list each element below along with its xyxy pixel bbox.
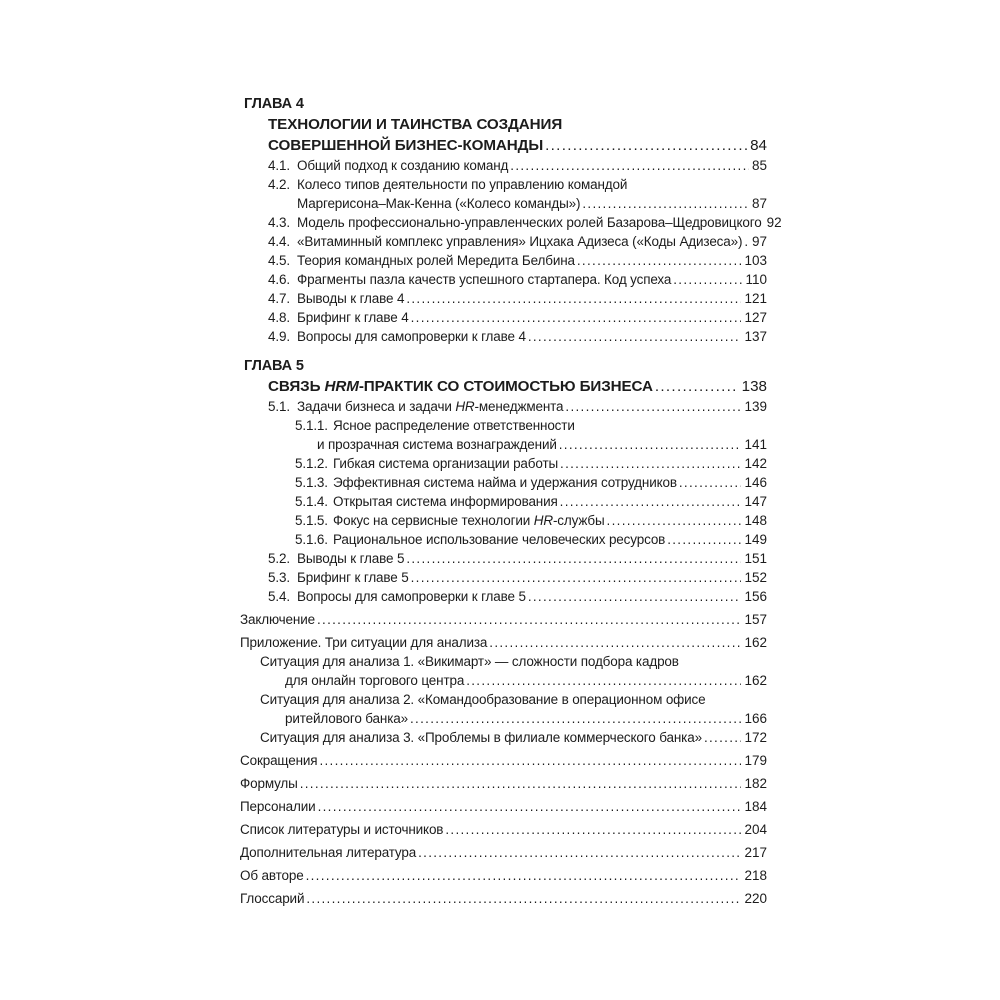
dot-leader [655, 376, 739, 397]
toc-item-number: 5.1.6. [295, 532, 328, 547]
toc-text-segment: Эффективная система найма и удержания сотрудников [333, 475, 677, 490]
toc-item-text [297, 327, 526, 346]
toc-line [240, 416, 767, 435]
toc-line [240, 270, 767, 289]
dot-leader [704, 728, 742, 747]
toc-line [240, 820, 767, 839]
toc-line [240, 114, 767, 135]
toc-item-text [240, 820, 443, 839]
toc-item-number: 5.1.1. [295, 418, 328, 433]
toc-item-text [285, 709, 408, 728]
toc-entry [240, 797, 767, 816]
toc-item-text [333, 492, 558, 511]
toc-line [240, 397, 767, 416]
toc-text-segment: Формулы [240, 776, 298, 791]
toc-item-number: 5.1.4. [295, 494, 328, 509]
toc-item-text [268, 116, 562, 133]
toc-item-text [260, 692, 706, 707]
toc-item-text [268, 135, 543, 156]
toc-entry [240, 774, 767, 793]
toc-item-text [240, 751, 317, 770]
toc-text-segment: СВЯЗЬ [268, 378, 325, 395]
toc-text-segment: Маргерисона–Мак-Кенна («Колесо команды») [297, 196, 581, 211]
toc-entry [240, 633, 767, 652]
dot-leader [577, 251, 742, 270]
toc-entry [240, 356, 767, 376]
page-number: 127 [744, 310, 767, 325]
toc-entry [240, 397, 767, 416]
toc-entry [240, 114, 767, 156]
toc-item-number: 5.3. [268, 570, 290, 585]
toc-text-segment: Гибкая система организации работы [333, 456, 559, 471]
toc-text-italic-segment: HRM [324, 378, 359, 395]
toc-line [240, 492, 767, 511]
toc-line [240, 356, 767, 376]
toc-text-segment: -менеджмента [474, 399, 564, 414]
dot-leader [744, 232, 749, 251]
dot-leader [406, 549, 741, 568]
toc-text-segment: Ситуация для анализа 3. «Проблемы в филиале коммерческого банка» [260, 730, 702, 745]
toc-text-segment: и прозрачная система вознаграждений [317, 437, 557, 452]
table-of-contents [240, 94, 782, 908]
toc-text-segment: СОВЕРШЕННОЙ БИЗНЕС-КОМАНДЫ [268, 137, 544, 154]
toc-text-segment: ритейлового банка» [285, 711, 408, 726]
toc-item-text [240, 866, 304, 885]
dot-leader [300, 774, 742, 793]
dot-leader [545, 135, 747, 156]
dot-leader [410, 709, 741, 728]
toc-entry [240, 213, 782, 232]
toc-text-segment: ГЛАВА 5 [244, 358, 304, 374]
dot-leader [466, 671, 741, 690]
toc-item-number: 4.3. [268, 215, 290, 230]
toc-item-number: 5.1.2. [295, 456, 328, 471]
toc-line [240, 671, 767, 690]
toc-item-text [333, 473, 677, 492]
toc-item-number: 4.9. [268, 329, 290, 344]
toc-line [240, 213, 782, 232]
page-number: 179 [744, 753, 767, 768]
toc-item-text [333, 530, 665, 549]
dot-leader [560, 492, 742, 511]
toc-entry [240, 652, 767, 690]
toc-text-italic-segment: HR [455, 399, 475, 414]
toc-item-text [240, 889, 304, 908]
toc-line [240, 327, 767, 346]
toc-line [240, 308, 767, 327]
dot-leader [411, 568, 742, 587]
toc-text-segment: -ПРАКТИК СО СТОИМОСТЬЮ БИЗНЕСА [358, 378, 653, 395]
dot-leader [607, 511, 742, 530]
page-number: 151 [744, 551, 767, 566]
toc-entry [240, 866, 767, 885]
dot-leader [560, 454, 741, 473]
toc-text-segment: Глоссарий [240, 891, 305, 906]
toc-entry [240, 454, 767, 473]
toc-item-number: 4.7. [268, 291, 290, 306]
toc-line [240, 511, 767, 530]
dot-leader [559, 435, 742, 454]
toc-entry [240, 610, 767, 629]
page-number: 147 [744, 494, 767, 509]
toc-item-text [240, 843, 416, 862]
toc-entry [240, 587, 767, 606]
toc-line [240, 376, 767, 397]
toc-entry [240, 889, 767, 908]
dot-leader [318, 797, 742, 816]
toc-entry [240, 511, 767, 530]
toc-text-segment: Приложение. Три ситуации для анализа [240, 635, 488, 650]
dot-leader [667, 530, 741, 549]
page-number: 92 [766, 215, 782, 230]
dot-leader [306, 889, 741, 908]
dot-leader [317, 610, 741, 629]
dot-leader [565, 397, 741, 416]
toc-item-text [240, 633, 487, 652]
toc-line [240, 156, 767, 175]
toc-text-segment: -службы [552, 513, 605, 528]
page-number: 87 [751, 196, 767, 211]
toc-item-number: 5.1.5. [295, 513, 328, 528]
toc-text-segment: для онлайн торгового центра [285, 673, 465, 688]
page-number: 157 [744, 612, 767, 627]
toc-item-text [297, 251, 575, 270]
toc-line [240, 530, 767, 549]
toc-line [240, 568, 767, 587]
toc-item-text [244, 358, 304, 374]
toc-item-number: 5.4. [268, 589, 290, 604]
toc-line [240, 135, 767, 156]
toc-entry [240, 232, 767, 251]
toc-item-number: 4.4. [268, 234, 290, 249]
dot-leader [319, 751, 741, 770]
toc-text-segment: Модель профессионально-управленческих ролей Базарова–Щедровицкого [297, 215, 762, 230]
toc-text-segment: Рациональное использование человеческих ресурсов [333, 532, 666, 547]
toc-entry [240, 492, 767, 511]
toc-line [240, 473, 767, 492]
dot-leader [673, 270, 742, 289]
page-number: 146 [744, 475, 767, 490]
toc-line [240, 289, 767, 308]
toc-entry [240, 549, 767, 568]
toc-text-segment: Брифинг к главе 5 [297, 570, 409, 585]
toc-item-text [244, 96, 304, 112]
toc-item-number: 4.1. [268, 158, 290, 173]
toc-text-segment: Ясное распределение ответственности [333, 418, 575, 433]
toc-item-number: 5.1.3. [295, 475, 328, 490]
toc-text-segment: Вопросы для самопроверки к главе 4 [297, 329, 526, 344]
toc-item-text [268, 376, 653, 397]
page-number: 204 [744, 822, 767, 837]
toc-item-text [297, 270, 671, 289]
page-number: 217 [744, 845, 767, 860]
toc-text-segment: Колесо типов деятельности по управлению командой [297, 177, 628, 192]
page-number: 137 [744, 329, 767, 344]
toc-line [240, 587, 767, 606]
toc-item-text [297, 587, 526, 606]
page-number: 121 [744, 291, 767, 306]
toc-entry [240, 568, 767, 587]
toc-text-segment: Вопросы для самопроверки к главе 5 [297, 589, 526, 604]
toc-item-number: 5.1. [268, 399, 290, 414]
toc-item-text [240, 774, 298, 793]
toc-item-number: 5.2. [268, 551, 290, 566]
toc-item-text [240, 797, 316, 816]
toc-entry [240, 416, 767, 454]
toc-item-text [333, 454, 558, 473]
toc-item-text [297, 308, 409, 327]
dot-leader [528, 587, 742, 606]
page-number: 220 [744, 891, 767, 906]
toc-entry [240, 843, 767, 862]
toc-item-text [297, 156, 508, 175]
toc-text-segment: Задачи бизнеса и задачи [297, 399, 456, 414]
toc-text-segment: Открытая система информирования [333, 494, 558, 509]
toc-text-segment: Фокус на сервисные технологии [333, 513, 534, 528]
toc-text-segment: ТЕХНОЛОГИИ И ТАИНСТВА СОЗДАНИЯ [268, 116, 563, 133]
toc-line [240, 774, 767, 793]
toc-text-segment: Фрагменты пазла качеств успешного стартапера. Код успеха [297, 272, 672, 287]
page-number: 139 [744, 399, 767, 414]
dot-leader [489, 633, 741, 652]
toc-text-segment: Персоналии [240, 799, 316, 814]
toc-line [240, 690, 767, 709]
toc-item-text [297, 232, 742, 251]
toc-item-number: 4.6. [268, 272, 290, 287]
toc-entry [240, 175, 767, 213]
page-number: 138 [741, 378, 767, 395]
toc-line [240, 610, 767, 629]
toc-line [240, 633, 767, 652]
toc-entry [240, 251, 767, 270]
dot-leader [445, 820, 741, 839]
toc-item-text [317, 435, 557, 454]
page-number: 149 [744, 532, 767, 547]
toc-item-text [297, 213, 762, 232]
toc-line [240, 435, 767, 454]
toc-text-segment: Теория командных ролей Мередита Белбина [297, 253, 575, 268]
toc-line [240, 194, 767, 213]
toc-item-text [297, 177, 627, 192]
dot-leader [406, 289, 741, 308]
page-number: 97 [751, 234, 767, 249]
toc-entry [240, 94, 767, 114]
toc-item-text [260, 654, 679, 669]
toc-entry [240, 820, 767, 839]
toc-text-segment: «Витаминный комплекс управления» Ицхака Адизеса («Коды Адизеса») [297, 234, 743, 249]
page-number: 162 [744, 673, 767, 688]
toc-line [240, 251, 767, 270]
toc-line [240, 549, 767, 568]
toc-entry [240, 376, 767, 397]
dot-leader [510, 156, 749, 175]
toc-line [240, 94, 767, 114]
page-number: 141 [744, 437, 767, 452]
toc-text-segment: Заключение [240, 612, 315, 627]
toc-line [240, 797, 767, 816]
toc-text-segment: Сокращения [240, 753, 318, 768]
toc-entry [240, 473, 767, 492]
toc-item-number: 4.2. [268, 177, 290, 192]
toc-text-segment: Ситуация для анализа 1. «Викимарт» — сложности подбора кадров [260, 654, 679, 669]
page-number: 148 [744, 513, 767, 528]
page-number: 110 [745, 272, 767, 287]
toc-entry [240, 751, 767, 770]
toc-entry [240, 308, 767, 327]
page-number: 166 [744, 711, 767, 726]
toc-text-segment: Выводы к главе 4 [297, 291, 405, 306]
toc-item-number: 4.5. [268, 253, 290, 268]
toc-entry [240, 289, 767, 308]
toc-text-segment: Об авторе [240, 868, 304, 883]
dot-leader [528, 327, 742, 346]
toc-item-text [297, 397, 563, 416]
toc-text-segment: Ситуация для анализа 2. «Командообразование в операционном офисе [260, 692, 706, 707]
toc-entry [240, 156, 767, 175]
toc-line [240, 652, 767, 671]
toc-item-text [240, 610, 315, 629]
toc-line [240, 175, 767, 194]
dot-leader [418, 843, 741, 862]
toc-text-italic-segment: HR [533, 513, 553, 528]
toc-entry [240, 327, 767, 346]
page-number: 184 [744, 799, 767, 814]
toc-text-segment: Общий подход к созданию команд [297, 158, 509, 173]
page-number: 162 [744, 635, 767, 650]
toc-item-number: 4.8. [268, 310, 290, 325]
page-number: 156 [744, 589, 767, 604]
toc-entry [240, 690, 767, 728]
page-number: 218 [744, 868, 767, 883]
toc-item-text [297, 549, 404, 568]
toc-item-text [260, 728, 702, 747]
toc-text-segment: Список литературы и источников [240, 822, 444, 837]
toc-line [240, 728, 767, 747]
toc-text-segment: ГЛАВА 4 [244, 96, 304, 112]
page-number: 103 [744, 253, 767, 268]
toc-text-segment: Брифинг к главе 4 [297, 310, 409, 325]
dot-leader [411, 308, 742, 327]
toc-line [240, 843, 767, 862]
toc-item-text [285, 671, 464, 690]
page-number: 84 [750, 137, 767, 154]
toc-item-text [333, 511, 605, 530]
toc-line [240, 866, 767, 885]
toc-line [240, 751, 767, 770]
dot-leader [582, 194, 749, 213]
toc-entry [240, 728, 767, 747]
dot-leader [306, 866, 742, 885]
toc-item-text [333, 418, 575, 433]
toc-line [240, 709, 767, 728]
page-number: 182 [744, 776, 767, 791]
toc-text-segment: Дополнительная литература [240, 845, 417, 860]
page-number: 142 [744, 456, 767, 471]
toc-entry [240, 530, 767, 549]
dot-leader [679, 473, 742, 492]
toc-item-text [297, 194, 580, 213]
page-number: 172 [744, 730, 767, 745]
toc-entry [240, 270, 767, 289]
toc-item-text [297, 289, 404, 308]
toc-text-segment: Выводы к главе 5 [297, 551, 405, 566]
toc-item-text [297, 568, 409, 587]
page-number: 85 [751, 158, 767, 173]
toc-line [240, 232, 767, 251]
toc-line [240, 454, 767, 473]
page-number: 152 [744, 570, 767, 585]
toc-line [240, 889, 767, 908]
